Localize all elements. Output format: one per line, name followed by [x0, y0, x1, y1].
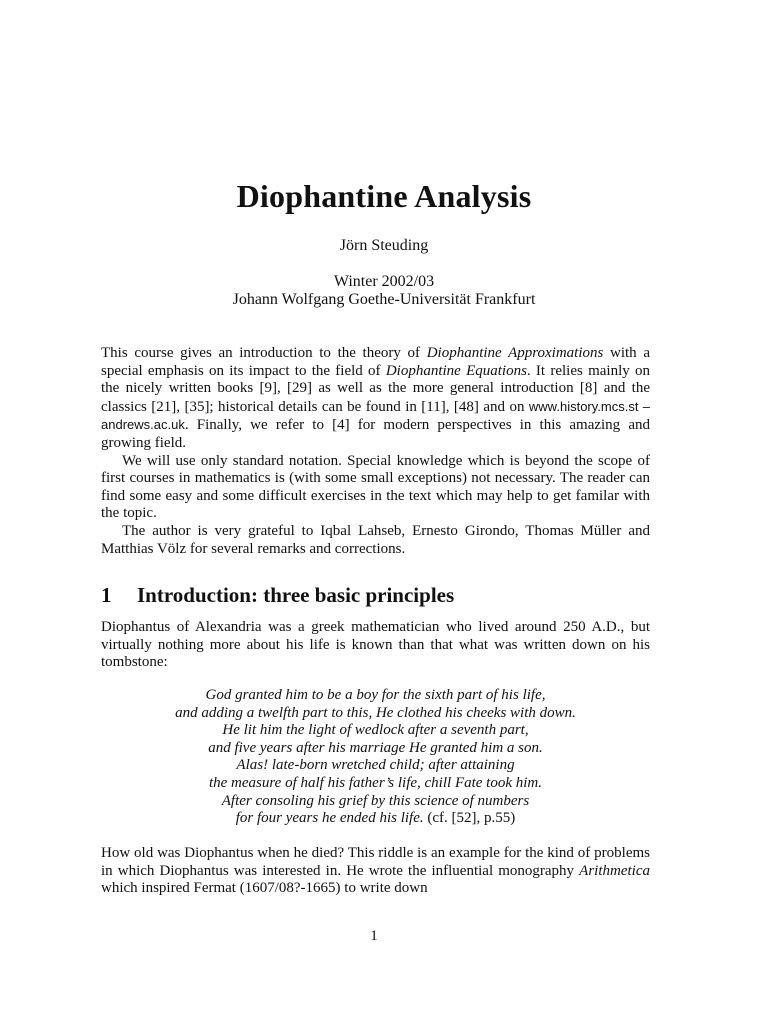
poem-line-text: After consoling his grief by this science of numbers — [221, 792, 530, 809]
history-url: www.history.mcs.st – andrews.ac.uk — [101, 398, 650, 433]
abstract-paragraph-1 — [101, 345, 650, 453]
abstract — [101, 345, 650, 558]
closing-text-1: How old was Diophantus when he died? This riddle is an example for the kind of problems in which Diophantus was interested in. He wrote the influential monography — [101, 845, 650, 879]
abstract-emphasis-1: Diophantine Approximations — [426, 345, 604, 361]
abstract-text-4: . Finally, we refer to [4] for modern perspectives in this amazing and growing field. — [101, 417, 650, 451]
tombstone-poem — [101, 687, 650, 828]
poem-line — [101, 687, 650, 705]
author-name: Jörn Steuding — [339, 237, 429, 254]
intro-paragraph — [101, 619, 650, 672]
poem-line — [101, 810, 650, 828]
section-number: 1 — [101, 583, 112, 607]
poem-line-text: God granted him to be a boy for the sixth part of his life, — [205, 687, 546, 703]
closing-text — [101, 845, 650, 898]
poem-line — [101, 740, 650, 758]
abstract-text-1: This course gives an introduction to the theory of — [101, 345, 427, 361]
poem-line-text: and adding a twelfth part to this, He clothed his cheeks with down. — [175, 704, 576, 721]
poem-line-text: for four years he ended his life. — [235, 810, 424, 827]
abstract-text-2: with a special emphasis on its impact to the field of — [101, 345, 650, 379]
poem-line-text: and five years after his marriage He granted him a son. — [208, 739, 543, 756]
poem-line-text: Alas! late-born wretched child; after attaining — [236, 757, 515, 774]
arithmetica-title: Arithmetica — [579, 862, 650, 879]
poem-citation: (cf. [52], p.55) — [423, 810, 516, 827]
page-number: 1 — [370, 928, 378, 944]
section-title: Introduction: three basic principles — [137, 583, 455, 607]
poem-line-text: He lit him the light of wedlock after a seventh part, — [222, 722, 529, 739]
poem-line — [101, 775, 650, 793]
abstract-paragraph-3: The author is very grateful to Iqbal Lahseb, Ernesto Girondo, Thomas Müller and Matthias Völz for several remarks and corrections. — [101, 522, 650, 557]
university-name: Johann Wolfgang Goethe-Universität Frankfurt — [232, 291, 536, 308]
poem-line — [101, 705, 650, 723]
section-heading — [101, 583, 661, 608]
closing-paragraph — [101, 845, 650, 898]
poem-line — [101, 757, 650, 775]
closing-text-2: which inspired Fermat (1607/08?-1665) to write down — [101, 880, 428, 897]
intro-text: Diophantus of Alexandria was a greek mathematician who lived around 250 A.D., but virtually nothing more about his life is known than that what was written down on his tombstone: — [101, 619, 650, 671]
abstract-paragraph-2: We will use only standard notation. Special knowledge which is beyond the scope of first courses in mathematics is (with some small exceptions) not necessary. The reader can find some easy and some difficult exercises in the text which may help to get familar with the topic. — [101, 452, 650, 522]
abstract-emphasis-2: Diophantine Equations — [385, 362, 527, 379]
document-title: Diophantine Analysis — [236, 178, 532, 214]
poem-line — [101, 722, 650, 740]
poem-line — [101, 793, 650, 811]
poem-line-text: the measure of half his father’s life, chill Fate took him. — [208, 774, 543, 791]
term-date: Winter 2002/03 — [333, 273, 435, 290]
abstract-text-3: . It relies mainly on the nicely written books [9], [29] as well as the more general introduction [8] and the classics [21], [35]; historical details can be found in [11], [48] and on — [101, 362, 651, 415]
